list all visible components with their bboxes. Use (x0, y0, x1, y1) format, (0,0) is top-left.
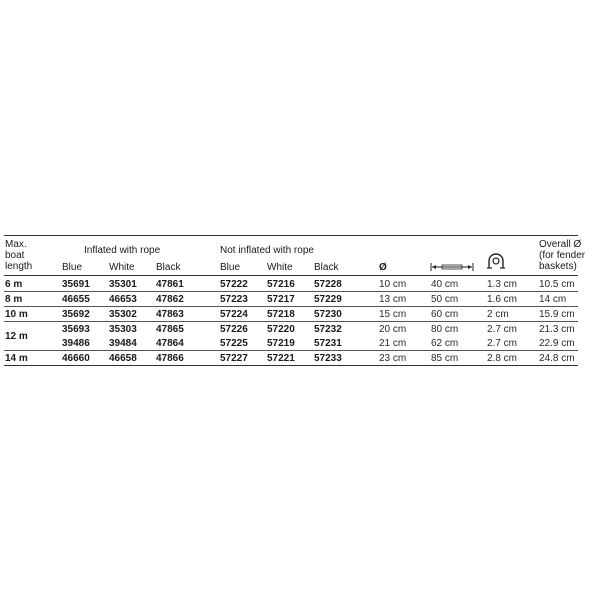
row-6-inflated-black: 47866 (156, 353, 184, 364)
header-overall-line-1: Overall Ø (539, 239, 582, 250)
row-5-length: 62 cm (431, 338, 459, 349)
row-1-overall: 10.5 cm (539, 279, 575, 290)
row-1-boat-length: 6 m (5, 279, 23, 290)
row-4-diameter: 20 cm (379, 324, 407, 335)
rope-eye-icon (486, 251, 506, 271)
row-2-length: 50 cm (431, 294, 459, 305)
row-2-rule (4, 306, 578, 307)
row-2-diameter: 13 cm (379, 294, 407, 305)
row-4-eye: 2.7 cm (487, 324, 518, 335)
row-5-overall: 22.9 cm (539, 338, 575, 349)
row-6-boat-length: 14 m (5, 353, 28, 364)
header-bottom-rule (4, 275, 578, 276)
row-3-inflated-black: 47863 (156, 309, 184, 320)
row-2-overall: 14 cm (539, 294, 567, 305)
row-6-overall: 24.8 cm (539, 353, 575, 364)
row-5-diameter: 21 cm (379, 338, 407, 349)
row-5-not-inflated-black: 57231 (314, 338, 342, 349)
row-1-inflated-blue: 35691 (62, 279, 90, 290)
header-not-inflated-black: Black (314, 262, 339, 273)
row-5-inflated-white: 39484 (109, 338, 137, 349)
row-4-inflated-black: 47865 (156, 324, 184, 335)
header-not-inflated-blue: Blue (220, 262, 241, 273)
header-inflated-blue: Blue (62, 262, 83, 273)
row-5-eye: 2.7 cm (487, 338, 518, 349)
header-max-line-3: length (5, 261, 33, 272)
row-1-rule (4, 291, 578, 292)
row-3-boat-length: 10 m (5, 309, 28, 320)
row-6-inflated-white: 46658 (109, 353, 137, 364)
row-6-length: 85 cm (431, 353, 459, 364)
row-6-inflated-blue: 46660 (62, 353, 90, 364)
row-3-not-inflated-white: 57218 (267, 309, 295, 320)
row-2-boat-length: 8 m (5, 294, 23, 305)
row-6-not-inflated-black: 57233 (314, 353, 342, 364)
row-5-not-inflated-white: 57219 (267, 338, 295, 349)
header-inflated-with-rope: Inflated with rope (84, 245, 161, 256)
row-3-inflated-blue: 35692 (62, 309, 90, 320)
row-3-inflated-white: 35302 (109, 309, 137, 320)
row-1-not-inflated-black: 57228 (314, 279, 342, 290)
row-6-not-inflated-blue: 57227 (220, 353, 248, 364)
row-4-inflated-white: 35303 (109, 324, 137, 335)
row-4-boat-length: 12 m (5, 331, 28, 342)
row-1-inflated-black: 47861 (156, 279, 184, 290)
row-4-not-inflated-white: 57220 (267, 324, 295, 335)
row-4-not-inflated-black: 57232 (314, 324, 342, 335)
row-2-not-inflated-white: 57217 (267, 294, 295, 305)
row-6-not-inflated-white: 57221 (267, 353, 295, 364)
header-inflated-black: Black (156, 262, 181, 273)
row-1-not-inflated-white: 57216 (267, 279, 295, 290)
row-3-not-inflated-black: 57230 (314, 309, 342, 320)
row-2-inflated-blue: 46655 (62, 294, 90, 305)
header-max-line-2: boat (5, 250, 25, 261)
row-6-eye: 2.8 cm (487, 353, 518, 364)
row-2-not-inflated-black: 57229 (314, 294, 342, 305)
header-not-inflated-white: White (267, 262, 293, 273)
row-1-not-inflated-blue: 57222 (220, 279, 248, 290)
row-5-not-inflated-blue: 57225 (220, 338, 248, 349)
length-arrow-icon (430, 262, 474, 272)
header-diameter: Ø (379, 262, 387, 273)
row-4-inflated-blue: 35693 (62, 324, 90, 335)
row-5-inflated-blue: 39486 (62, 338, 90, 349)
row-3-rule (4, 321, 578, 322)
row-1-eye: 1.3 cm (487, 279, 518, 290)
row-4-overall: 21.3 cm (539, 324, 575, 335)
row-3-overall: 15.9 cm (539, 309, 575, 320)
row-2-eye: 1.6 cm (487, 294, 518, 305)
row-3-length: 60 cm (431, 309, 459, 320)
row-3-diameter: 15 cm (379, 309, 407, 320)
header-overall-line-3: baskets) (539, 261, 577, 272)
row-5-rule (4, 350, 578, 351)
row-3-not-inflated-blue: 57224 (220, 309, 248, 320)
row-5-inflated-black: 47864 (156, 338, 184, 349)
header-max-line-1: Max. (5, 239, 27, 250)
row-4-not-inflated-blue: 57226 (220, 324, 248, 335)
row-1-length: 40 cm (431, 279, 459, 290)
header-inflated-white: White (109, 262, 135, 273)
row-2-not-inflated-blue: 57223 (220, 294, 248, 305)
table-top-rule (4, 235, 578, 236)
row-2-inflated-white: 46653 (109, 294, 137, 305)
row-4-length: 80 cm (431, 324, 459, 335)
row-3-eye: 2 cm (487, 309, 509, 320)
header-overall-line-2: (for fender (539, 250, 586, 261)
row-1-inflated-white: 35301 (109, 279, 137, 290)
row-6-diameter: 23 cm (379, 353, 407, 364)
row-2-inflated-black: 47862 (156, 294, 184, 305)
header-not-inflated-with-rope: Not inflated with rope (220, 245, 314, 256)
table-bottom-rule (4, 365, 578, 366)
row-1-diameter: 10 cm (379, 279, 407, 290)
